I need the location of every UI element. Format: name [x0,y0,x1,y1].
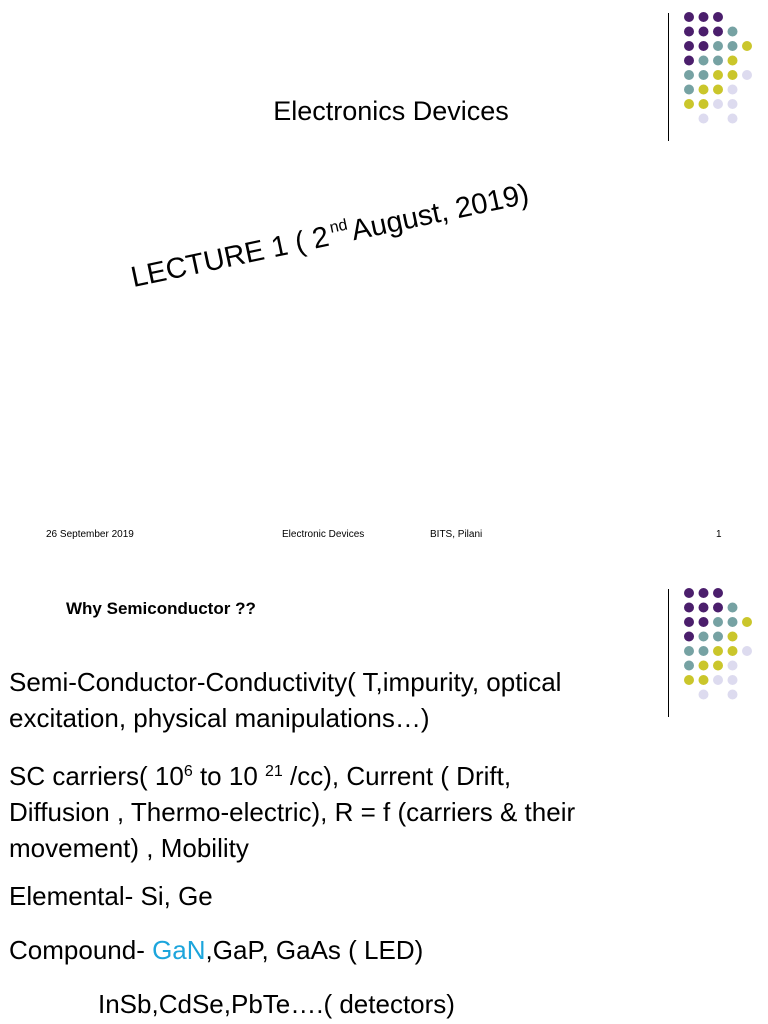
text-run: SC carriers( 10 [9,761,184,791]
decorative-dot [699,12,709,22]
decorative-dot [684,646,694,656]
decorative-dot [699,56,709,66]
decorative-dot [684,603,694,613]
highlight-gan: GaN [152,935,206,965]
decorative-dot [684,12,694,22]
slide-subtitle: Why Semiconductor ?? [66,599,256,618]
decorative-dot [728,675,738,685]
decorative-dot [728,70,738,80]
bullet-carriers [9,754,575,866]
decorative-dot [699,85,709,95]
decorative-dot [742,617,752,627]
decorative-dot [699,646,709,656]
decorative-dot [713,12,723,22]
decorative-dot [728,56,738,66]
bullet-text-line: Diffusion , Thermo-electric), R = f (carriers & their [9,797,576,827]
decorative-dot [713,70,723,80]
decorative-dot [699,588,709,598]
decorative-dot [684,56,694,66]
decorative-dot [699,675,709,685]
decorative-dot [713,56,723,66]
decorative-dot [713,617,723,627]
bullet-text-line: excitation, physical manipulations…) [9,703,430,733]
decorative-dot [699,70,709,80]
bullet-compound [9,932,423,968]
decorative-dot [713,632,723,642]
bullet-elemental: Elemental- Si, Ge [9,881,213,911]
text-run: to 10 [192,761,266,791]
decorative-dot [699,41,709,51]
bullet-text-line [9,754,575,794]
decorative-dot [728,617,738,627]
decorative-dot [699,603,709,613]
decorative-dot [742,70,752,80]
decorative-dot [728,41,738,51]
vertical-divider [668,589,669,717]
decorative-dot [742,41,752,51]
decorative-dot [699,27,709,37]
decorative-dot [684,27,694,37]
decorative-dot [728,85,738,95]
bullet-detectors: InSb,CdSe,PbTe….( detectors) [98,989,455,1019]
decorative-dot [684,70,694,80]
slide-title: Electronics Devices [273,96,509,126]
text-run: /cc), Current ( Drift, [282,761,512,791]
decorative-dot [713,675,723,685]
decorative-dot [699,632,709,642]
decorative-dot [699,661,709,671]
decorative-dot [684,632,694,642]
superscript: 21 [265,763,283,780]
decorative-dot [728,690,738,700]
bullet-text-line: Semi-Conductor-Conductivity( T,impurity, optical [9,667,562,697]
bullet-text-line: movement) , Mobility [9,833,249,863]
decorative-dot [728,632,738,642]
decorative-dot [699,690,709,700]
decorative-dot [728,603,738,613]
decorative-dot [713,603,723,613]
lecture-main: LECTURE 1 ( 2 [128,220,332,295]
lecture-ordinal: nd [328,216,350,237]
decorative-dot [699,617,709,627]
slide-2 [0,560,768,1024]
footer-page-number: 1 [716,529,722,540]
text-run: ,GaP, GaAs ( LED) [205,935,424,965]
text-run: Compound- [9,935,153,965]
superscript: 6 [183,763,193,780]
decorative-dot [713,661,723,671]
decorative-dot [728,661,738,671]
decorative-dot [713,41,723,51]
decorative-dot [728,646,738,656]
decorative-dot [684,661,694,671]
decorative-dot [713,646,723,656]
decorative-dot [684,85,694,95]
decorative-dot [713,27,723,37]
decorative-dot [684,41,694,51]
decorative-dot [742,646,752,656]
decorative-dot [713,85,723,95]
footer-institute: BITS, Pilani [430,529,483,540]
dot-grid-decoration [680,586,760,702]
decorative-dot [728,27,738,37]
lecture-heading [128,178,532,295]
lecture-date: August, 2019) [348,178,532,248]
footer-date: 26 September 2019 [46,529,134,540]
decorative-dot [713,588,723,598]
decorative-dot [684,617,694,627]
bullet-conductivity [9,664,561,736]
decorative-dot [684,588,694,598]
footer-course: Electronic Devices [282,529,365,540]
decorative-dot [684,675,694,685]
